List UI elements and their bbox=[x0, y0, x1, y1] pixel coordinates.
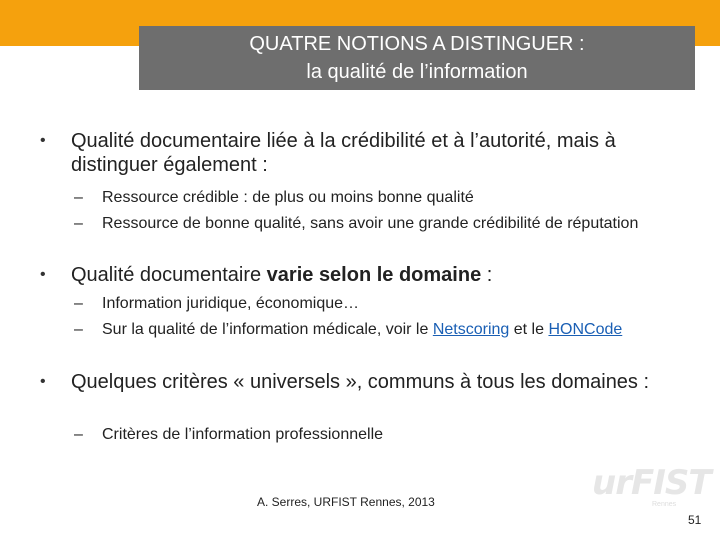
sub-text bbox=[102, 320, 694, 339]
title-line-2: la qualité de l’information bbox=[306, 61, 528, 83]
bullet-text: Qualité documentaire liée à la crédibilité et à l’autorité, mais à distinguer également : bbox=[71, 130, 616, 176]
sub-item bbox=[74, 320, 694, 339]
honcode-link[interactable]: HONCode bbox=[548, 321, 623, 338]
bullet-item bbox=[40, 263, 700, 287]
footer-credit: A. Serres, URFIST Rennes, 2013 bbox=[257, 495, 435, 509]
bullet-marker: • bbox=[40, 132, 46, 149]
sub-marker: – bbox=[74, 215, 83, 232]
sub-item bbox=[74, 214, 694, 233]
urfist-logo bbox=[592, 453, 711, 513]
sub-text: Ressource de bonne qualité, sans avoir une grande crédibilité de réputation bbox=[102, 215, 639, 232]
logo-text: urFIST bbox=[592, 463, 711, 503]
sub-text-part: et le bbox=[509, 321, 549, 338]
bullet-item bbox=[40, 129, 700, 177]
bullet-marker: • bbox=[40, 373, 46, 390]
sub-item bbox=[74, 425, 694, 444]
bullet-text-part: : bbox=[481, 264, 493, 286]
sub-marker: – bbox=[74, 321, 83, 338]
sub-text-part: Sur la qualité de l’information médicale, voir le bbox=[102, 321, 433, 338]
bullet-text: Quelques critères « universels », communs à tous les domaines : bbox=[71, 371, 650, 393]
sub-item bbox=[74, 294, 694, 313]
bullet-marker: • bbox=[40, 266, 46, 283]
netscoring-link[interactable]: Netscoring bbox=[432, 321, 510, 338]
sub-text: Critères de l’information professionnelle bbox=[102, 426, 384, 443]
bullet-text bbox=[71, 263, 700, 287]
sub-item bbox=[74, 188, 694, 207]
page-number: 51 bbox=[688, 513, 702, 527]
logo-subtext: Rennes bbox=[652, 501, 677, 508]
sub-text: Ressource crédible : de plus ou moins bonne qualité bbox=[102, 189, 474, 206]
sub-marker: – bbox=[74, 295, 83, 312]
slide-title bbox=[139, 26, 695, 90]
bullet-text-emphasis: varie selon le domaine bbox=[266, 264, 482, 286]
bullet-text-part: Qualité documentaire bbox=[71, 264, 267, 286]
bullet-item bbox=[40, 370, 700, 394]
sub-text: Information juridique, économique… bbox=[102, 295, 360, 312]
title-line-1: QUATRE NOTIONS A DISTINGUER : bbox=[249, 33, 585, 55]
sub-marker: – bbox=[74, 426, 83, 443]
sub-marker: – bbox=[74, 189, 83, 206]
